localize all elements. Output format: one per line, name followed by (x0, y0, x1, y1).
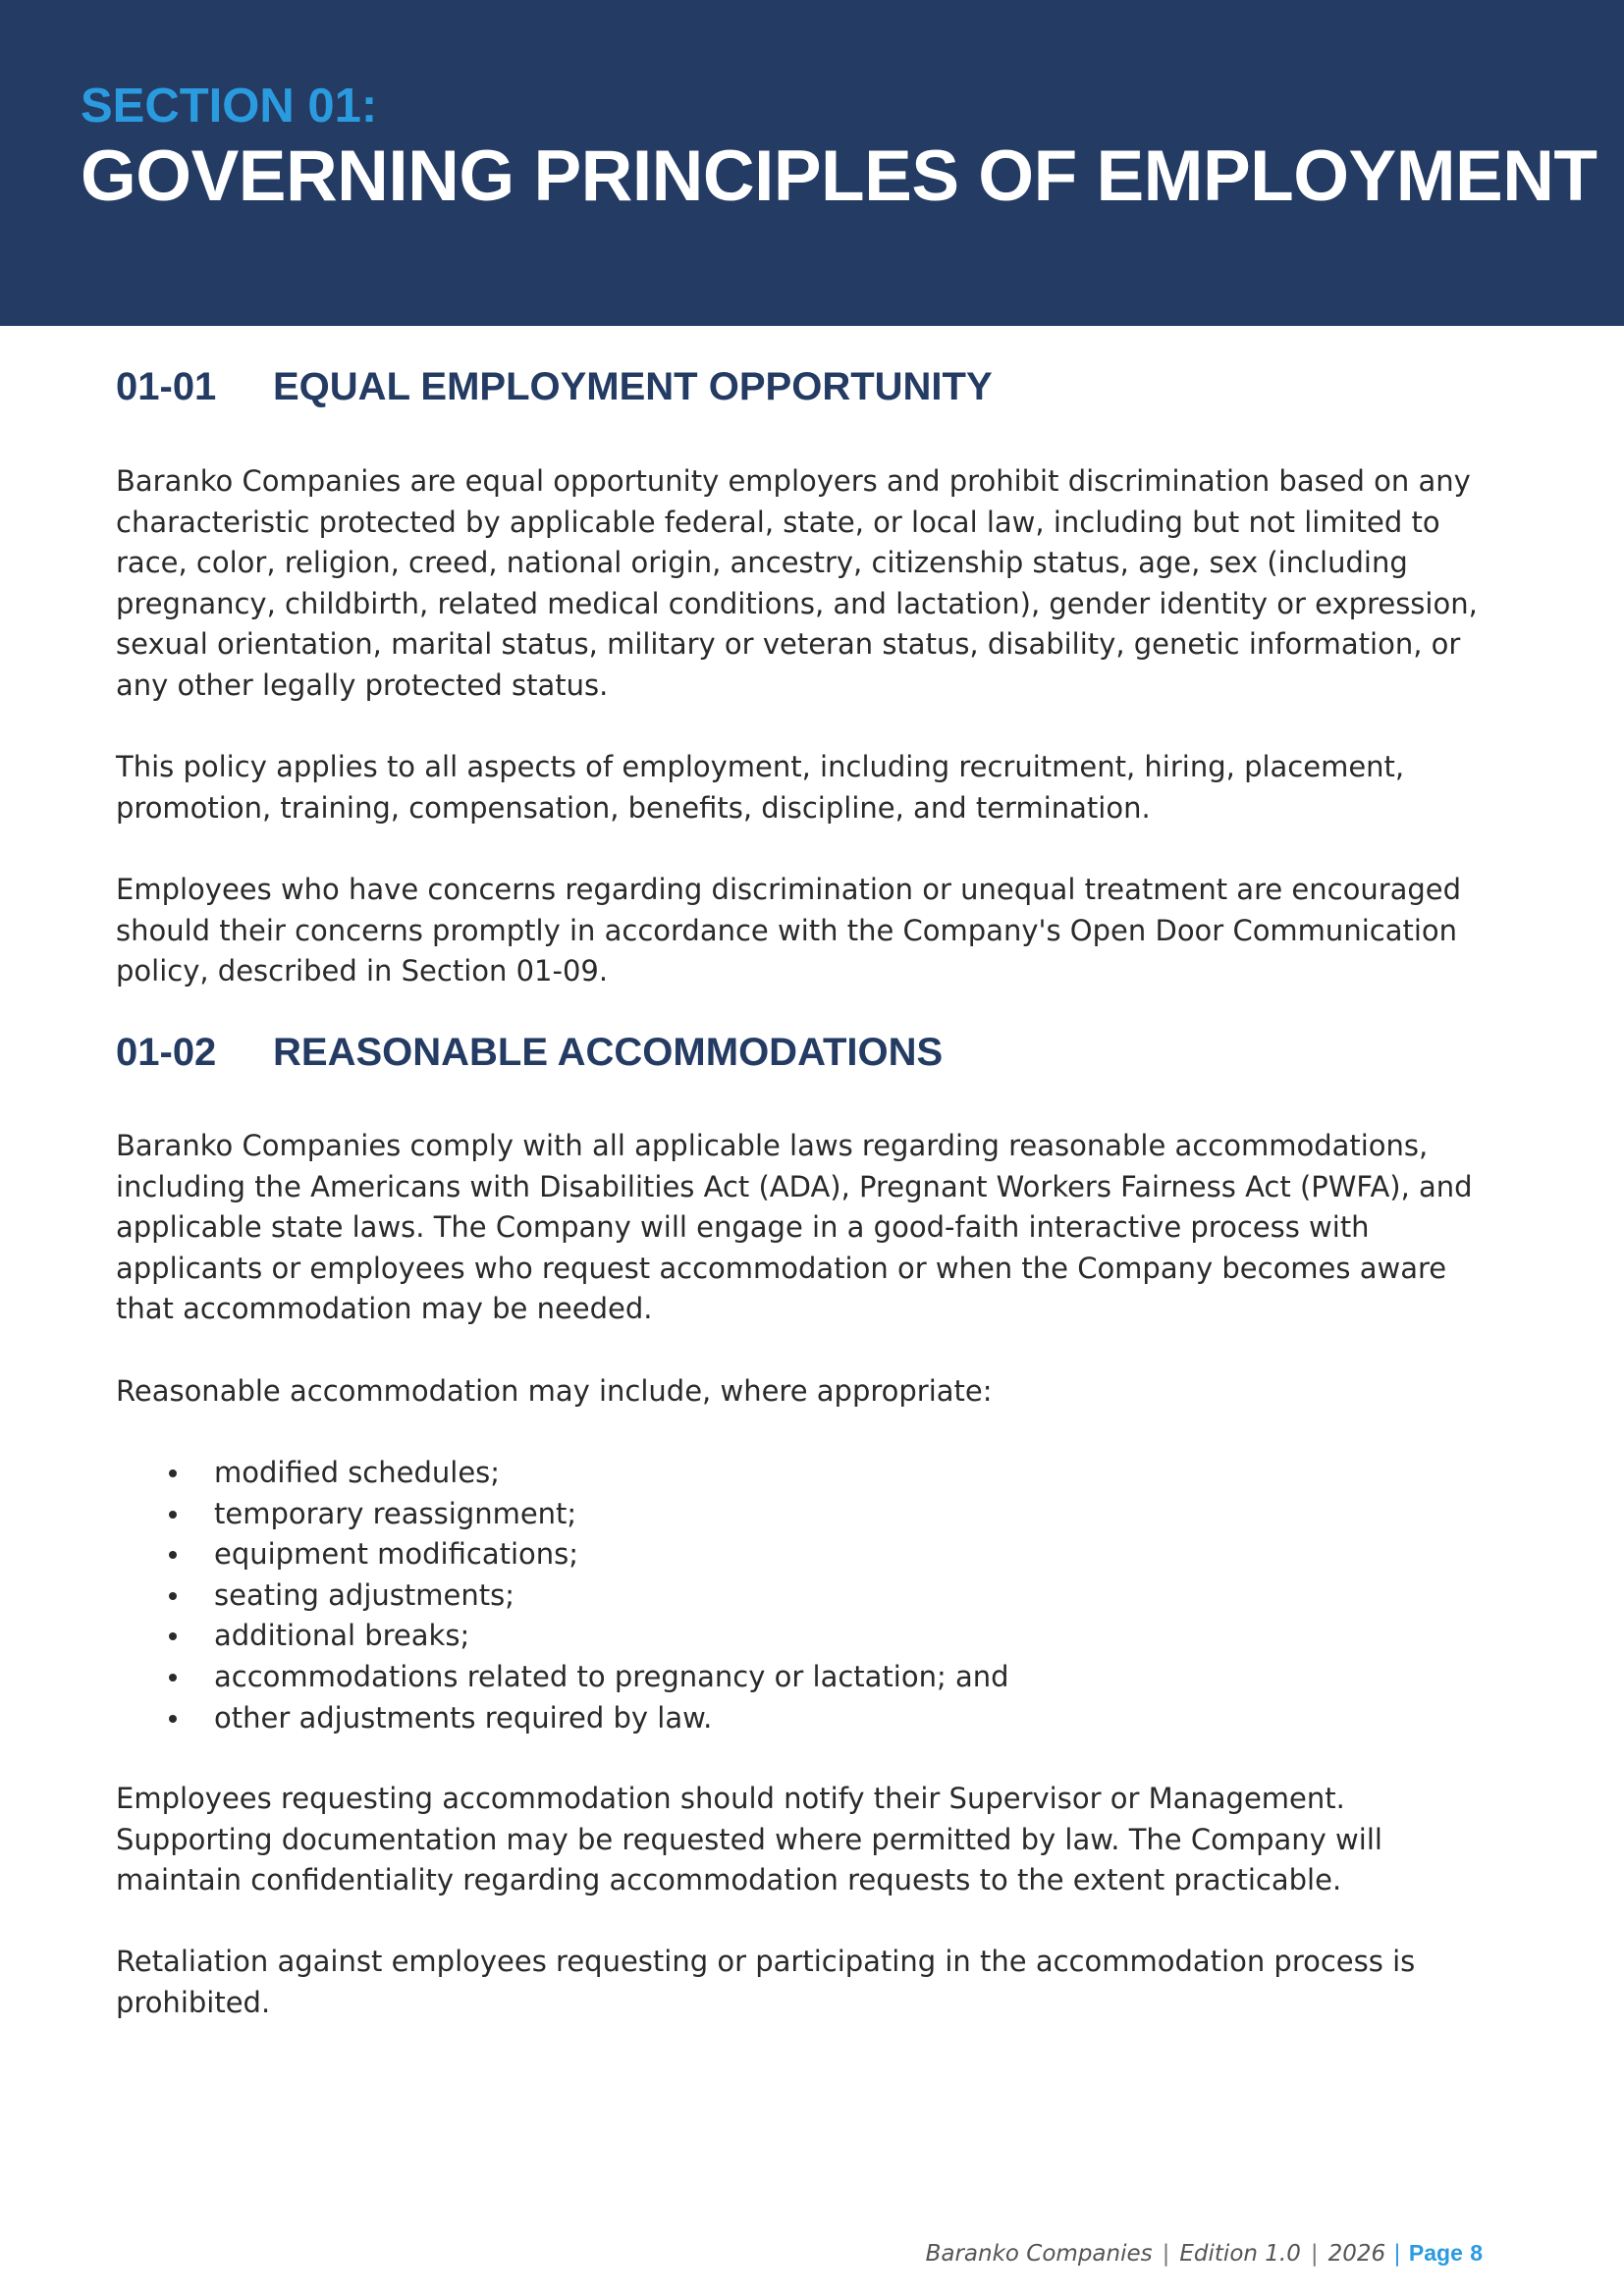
heading-title: REASONABLE ACCOMMODATIONS (273, 1031, 944, 1074)
footer-year: 2026 (1327, 2241, 1386, 2267)
list-item-text: accommodations related to pregnancy or lactation; and (214, 1659, 1009, 1693)
footer-page-label: Page (1408, 2240, 1463, 2266)
footer-edition: Edition 1.0 (1179, 2241, 1301, 2267)
bullet-icon (169, 1551, 177, 1559)
heading-01-01 (116, 365, 993, 409)
heading-number: 01-02 (116, 1031, 217, 1074)
bullet-icon (169, 1715, 177, 1723)
paragraph-retaliation: Retaliation against employees requesting or participating in the accommodation process is prohibited. (116, 1945, 1416, 2019)
section-banner (0, 0, 1624, 326)
footer-divider: | (1393, 2241, 1401, 2267)
bullet-icon (169, 1674, 177, 1682)
list-item (116, 1453, 1510, 1494)
section-kicker: SECTION 01: (81, 80, 378, 133)
accommodation-list (116, 1453, 1510, 1738)
page-footer (926, 2240, 1483, 2267)
heading-01-02 (116, 1031, 943, 1075)
bullet-icon (169, 1592, 177, 1600)
list-item-text: modified schedules; (214, 1456, 501, 1489)
list-item-text: temporary reassignment; (214, 1496, 577, 1530)
footer-divider: | (1162, 2241, 1170, 2267)
section-title: GOVERNING PRINCIPLES OF EMPLOYMENT (81, 136, 1597, 216)
list-item (116, 1616, 1510, 1657)
heading-title: EQUAL EMPLOYMENT OPPORTUNITY (273, 365, 993, 408)
list-item (116, 1657, 1510, 1698)
paragraph-accommodation-intro: Baranko Companies comply with all applicable laws regarding reasonable accommodations, including the Americans with Disabilities Act (ADA), Pregnant Workers Fairness Act (PWFA), and applicable state laws. The Company will engage in a good-faith interactive process with applicants or employees who request accommodation or when the Company becomes aware that accommodation may be needed. (116, 1129, 1473, 1326)
paragraph-accommodation-request: Employees requesting accommodation should notify their Supervisor or Management. Supporting documentation may be requested where permitted by law. The Company will maintain confidentiality regarding accommodation requests to the extent practicable. (116, 1782, 1382, 1897)
list-item-text: equipment modifications; (214, 1537, 579, 1572)
footer-divider: | (1310, 2241, 1319, 2267)
list-item-text: other adjustments required by law. (214, 1700, 713, 1735)
footer-page-number: 8 (1470, 2240, 1483, 2266)
paragraph-eeo-policy: Baranko Companies are equal opportunity employers and prohibit discrimination based on any characteristic protected by applicable federal, state, or local law, including but not limited to race, color, religion, creed, national origin, ancestry, citizenship status, age, sex (including pregnancy, childbirth, related medical conditions, and lactation), gender identity or expression, sexual orientation, marital status, military or veteran status, disability, genetic information, or any other legally protected status. (116, 464, 1478, 702)
list-item (116, 1534, 1510, 1575)
bullet-icon (169, 1469, 177, 1477)
list-item-text: seating adjustments; (214, 1577, 514, 1612)
bullet-icon (169, 1511, 177, 1519)
list-item (116, 1698, 1510, 1739)
list-item-text: additional breaks; (214, 1619, 470, 1653)
list-item (116, 1575, 1510, 1617)
bullet-icon (169, 1632, 177, 1640)
footer-company: Baranko Companies (925, 2241, 1153, 2267)
paragraph-eeo-concerns: Employees who have concerns regarding discrimination or unequal treatment are encouraged should their concerns promptly in accordance with the Company's Open Door Communication policy, described in Section 01-09. (116, 873, 1462, 988)
paragraph-accommodation-list-intro: Reasonable accommodation may include, where appropriate: (116, 1374, 993, 1408)
paragraph-eeo-scope: This policy applies to all aspects of employment, including recruitment, hiring, placement, promotion, training, compensation, benefits, discipline, and termination. (116, 750, 1405, 825)
list-item (116, 1494, 1510, 1535)
heading-number: 01-01 (116, 365, 217, 408)
